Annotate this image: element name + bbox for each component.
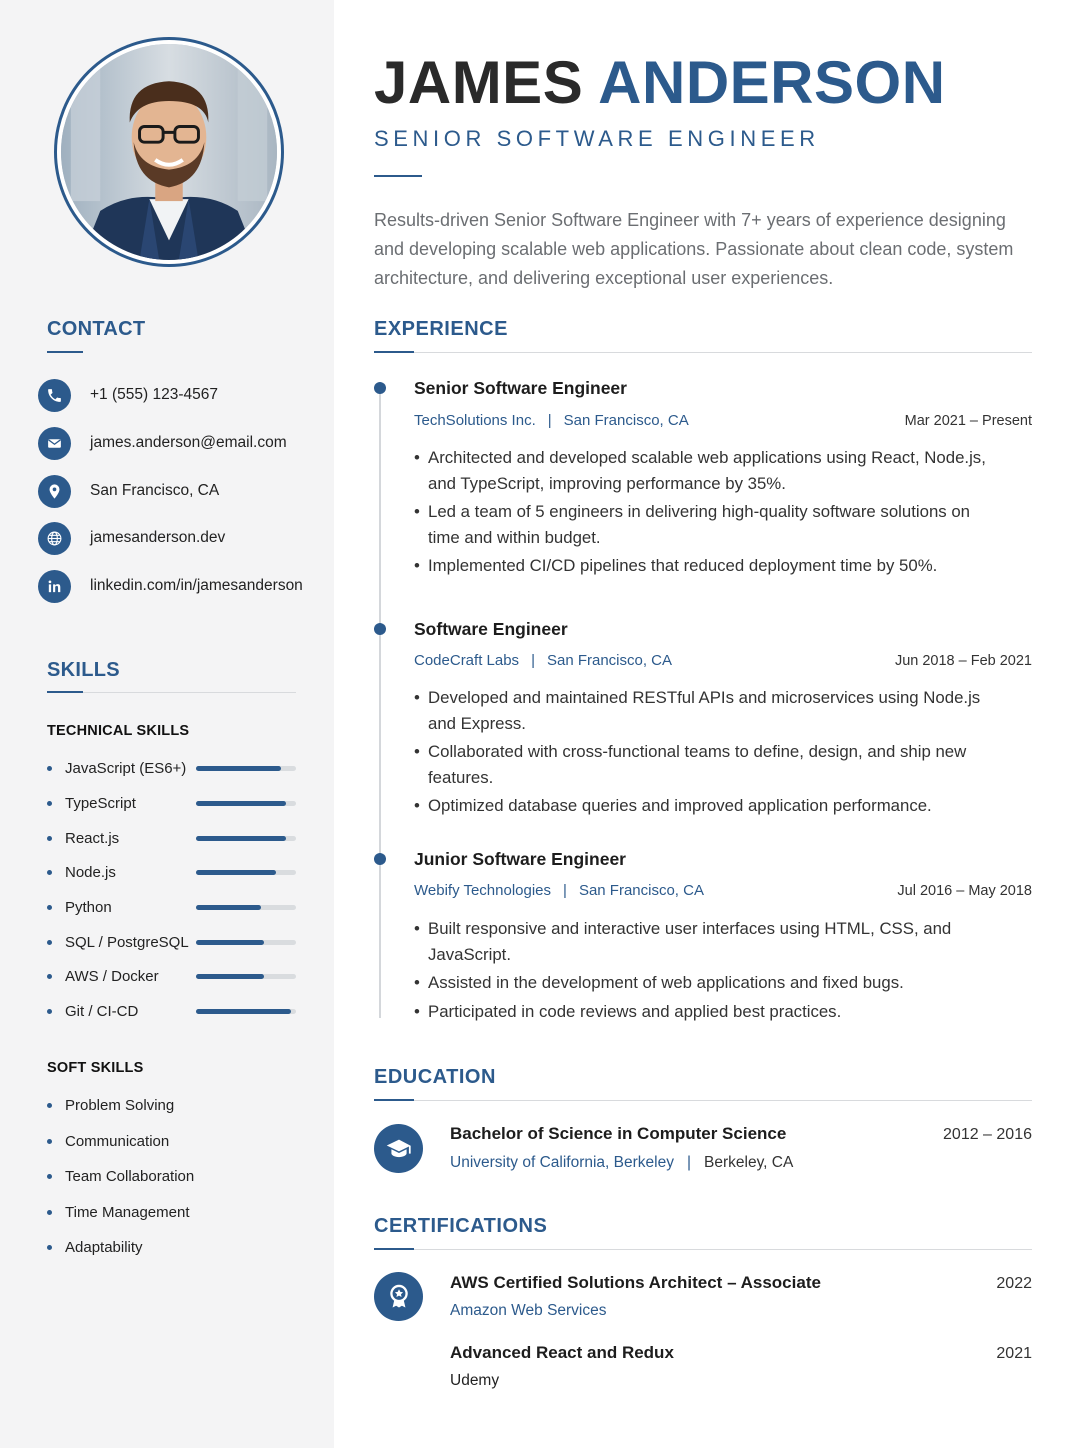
certifications-heading-underline	[374, 1248, 414, 1250]
skill-item	[47, 793, 297, 813]
skill-level-bar	[196, 801, 296, 806]
certifications-heading: CERTIFICATIONS	[374, 1215, 548, 1237]
skill-name: AWS / Docker	[65, 967, 159, 985]
education-heading: EDUCATION	[374, 1066, 496, 1088]
job-title: Senior Software Engineer	[414, 378, 627, 398]
cert-year: 2021	[996, 1345, 1032, 1362]
skill-item	[47, 758, 297, 778]
education-dates: 2012 – 2016	[943, 1126, 1032, 1143]
school-name: University of California, Berkeley	[450, 1154, 674, 1171]
job-company-line	[414, 412, 689, 429]
person-name	[374, 48, 946, 117]
contact-phone	[38, 378, 218, 412]
timeline-dot	[374, 853, 386, 865]
job-bullets	[414, 445, 1004, 582]
first-name: JAMES	[374, 49, 584, 116]
experience-rule	[374, 352, 1032, 353]
job-company: Webify Technologies	[414, 882, 552, 899]
timeline-dot	[374, 623, 386, 635]
soft-skill-item	[47, 1095, 174, 1115]
skill-name: React.js	[65, 829, 120, 847]
contact-website	[38, 521, 225, 555]
bullet-dot	[47, 1174, 52, 1179]
education-rule	[374, 1100, 1032, 1101]
degree-title: Bachelor of Science in Computer Science	[450, 1124, 787, 1143]
school-location: Berkeley, CA	[704, 1154, 794, 1171]
skills-heading: SKILLS	[47, 659, 120, 681]
bullet-dot	[47, 1009, 52, 1014]
separator: |	[547, 412, 552, 429]
cert-issuer: Amazon Web Services	[450, 1302, 607, 1319]
job-location: San Francisco, CA	[563, 412, 689, 429]
job-bullets	[414, 685, 1004, 822]
job-bullet: • Led a team of 5 engineers in delivering high-quality software solutions on time and within budget.	[414, 499, 1004, 550]
skills-rule	[47, 692, 296, 693]
skill-name: Python	[65, 898, 112, 916]
cert-title: AWS Certified Solutions Architect – Associate	[450, 1273, 821, 1292]
skill-level-bar	[196, 1009, 296, 1014]
skill-name: TypeScript	[65, 794, 136, 812]
bullet-dot	[47, 940, 52, 945]
soft-skill-name: Team Collaboration	[65, 1167, 195, 1185]
education-heading-underline	[374, 1099, 414, 1101]
separator: |	[686, 1154, 692, 1171]
cert-title: Advanced React and Redux	[450, 1343, 674, 1362]
separator: |	[531, 652, 535, 669]
skill-level-bar	[196, 940, 296, 945]
bullet-dot	[47, 1245, 52, 1250]
contact-location-text: San Francisco, CA	[90, 482, 220, 499]
bullet-dot	[47, 870, 52, 875]
skill-item	[47, 932, 297, 952]
cert-issuer: Udemy	[450, 1372, 500, 1389]
bullet-dot	[47, 1139, 52, 1144]
skill-name: Node.js	[65, 863, 116, 881]
job-bullet: • Optimized database queries and improved application performance.	[414, 793, 1004, 819]
skill-item	[47, 828, 297, 848]
soft-skill-name: Problem Solving	[65, 1096, 175, 1114]
linkedin-icon	[38, 570, 71, 603]
bullet-dot	[47, 766, 52, 771]
experience-timeline	[379, 388, 381, 1018]
main-content	[334, 0, 1086, 1448]
soft-skill-item	[47, 1166, 194, 1186]
skill-level-bar	[196, 766, 296, 771]
skill-item	[47, 1001, 297, 1021]
job-location: San Francisco, CA	[578, 882, 704, 899]
soft-skill-name: Time Management	[65, 1203, 190, 1221]
title-underline	[374, 175, 422, 177]
last-name: ANDERSON	[598, 49, 946, 116]
sidebar	[0, 0, 334, 1448]
skills-heading-underline	[47, 691, 83, 693]
job-title-headline: SENIOR SOFTWARE ENGINEER	[374, 126, 820, 151]
job-bullet: • Participated in code reviews and applied best practices.	[414, 999, 1004, 1025]
timeline-dot	[374, 382, 386, 394]
contact-location	[38, 474, 219, 508]
certifications-rule	[374, 1249, 1032, 1250]
skill-item	[47, 862, 297, 882]
skill-name: JavaScript (ES6+)	[65, 759, 187, 777]
contact-heading-underline	[47, 351, 83, 353]
award-badge-icon	[374, 1272, 423, 1321]
job-bullet: • Collaborated with cross-functional teams to define, design, and ship new features.	[414, 739, 1004, 790]
bullet-dot	[47, 801, 52, 806]
soft-skill-item	[47, 1237, 143, 1257]
job-company: CodeCraft Labs	[414, 652, 520, 669]
job-bullets	[414, 916, 1004, 1027]
skill-item	[47, 966, 297, 986]
job-title: Junior Software Engineer	[414, 849, 626, 869]
job-bullet: • Architected and developed scalable web applications using React, Node.js, and TypeScript, improving performance by 35%.	[414, 445, 1004, 496]
bullet-dot	[47, 836, 52, 841]
globe-icon	[38, 522, 71, 555]
experience-heading: EXPERIENCE	[374, 318, 508, 340]
job-dates: Jul 2016 – May 2018	[897, 883, 1032, 899]
soft-skills-heading: SOFT SKILLS	[47, 1060, 144, 1076]
bullet-dot	[47, 1103, 52, 1108]
contact-email	[38, 426, 287, 460]
soft-skill-name: Communication	[65, 1132, 170, 1150]
job-bullet: • Built responsive and interactive user interfaces using HTML, CSS, and JavaScript.	[414, 916, 1004, 967]
soft-skill-name: Adaptability	[65, 1238, 143, 1256]
location-icon	[38, 475, 71, 508]
separator: |	[563, 882, 567, 899]
job-title: Software Engineer	[414, 619, 568, 639]
soft-skill-item	[47, 1131, 169, 1151]
job-dates: Jun 2018 – Feb 2021	[894, 653, 1032, 669]
skill-level-bar	[196, 836, 296, 841]
bullet-dot	[47, 974, 52, 979]
contact-email-text[interactable]: james.anderson@email.com	[90, 434, 287, 451]
portrait-image	[61, 44, 277, 260]
skill-name: SQL / PostgreSQL	[65, 933, 189, 951]
school-line	[450, 1154, 793, 1172]
skill-level-bar	[196, 905, 296, 910]
cert-year: 2022	[996, 1275, 1032, 1292]
skill-name: Git / CI-CD	[65, 1002, 139, 1020]
contact-website-text[interactable]: jamesanderson.dev	[90, 529, 226, 546]
job-dates: Mar 2021 – Present	[904, 413, 1032, 429]
contact-phone-text[interactable]: +1 (555) 123-4567	[90, 386, 218, 403]
skill-level-bar	[196, 974, 296, 979]
profile-summary: Results-driven Senior Software Engineer with 7+ years of experience designing and developing scalable web applications. Passionate about clean code, system architecture, and delivering exceptional user experiences.	[374, 210, 1014, 288]
contact-heading: CONTACT	[47, 318, 146, 340]
contact-linkedin	[38, 569, 303, 603]
technical-skills-heading: TECHNICAL SKILLS	[47, 723, 190, 739]
job-bullet: • Implemented CI/CD pipelines that reduced deployment time by 50%.	[414, 553, 1004, 579]
job-bullet: • Assisted in the development of web applications and fixed bugs.	[414, 970, 1004, 996]
bullet-dot	[47, 1210, 52, 1215]
bullet-dot	[47, 905, 52, 910]
job-company: TechSolutions Inc.	[414, 412, 536, 429]
skill-item	[47, 897, 297, 917]
skill-level-bar	[196, 870, 296, 875]
job-company-line	[414, 882, 704, 899]
contact-linkedin-text[interactable]: linkedin.com/in/jamesanderson	[90, 577, 303, 594]
job-bullet: • Developed and maintained RESTful APIs and microservices using Node.js and Express.	[414, 685, 1004, 736]
phone-icon	[38, 379, 71, 412]
soft-skill-item	[47, 1202, 190, 1222]
job-company-line	[414, 652, 672, 669]
email-icon	[38, 427, 71, 460]
profile-photo	[54, 37, 284, 267]
job-location: San Francisco, CA	[546, 652, 673, 669]
graduation-cap-icon	[374, 1124, 423, 1173]
experience-heading-underline	[374, 351, 414, 353]
